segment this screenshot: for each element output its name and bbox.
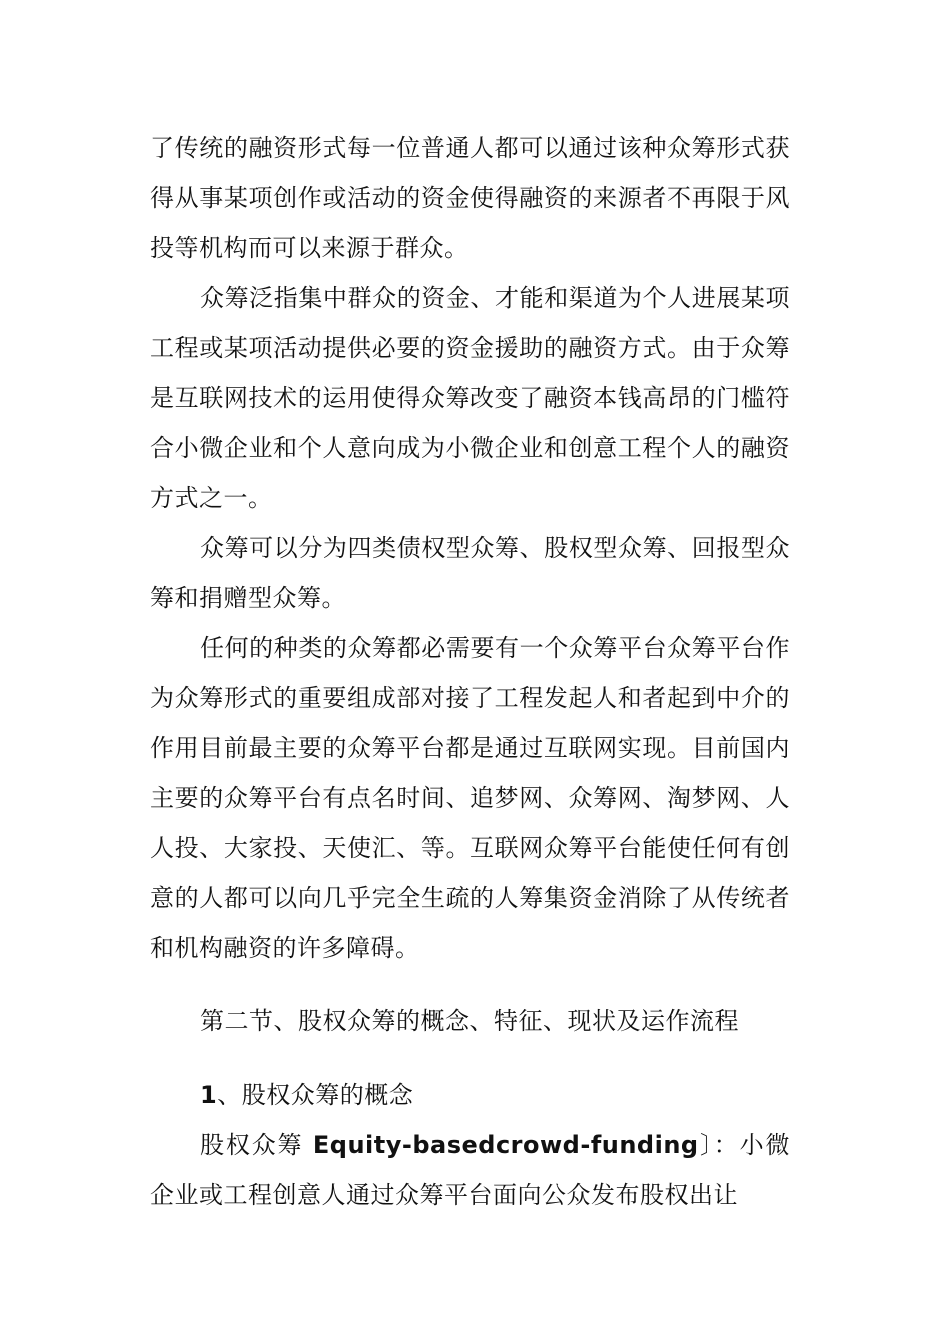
definition-term-en: Equity-basedcrowd-funding bbox=[312, 1131, 699, 1159]
paragraph-2: 众筹泛指集中群众的资金、才能和渠道为个人进展某项工程或某项活动提供必要的资金援助的融资方式。由于众筹是互联网技术的运用使得众筹改变了融资本钱高昂的门槛符合小微企业和个人意向成为小微企业和创意工程个人的融资方式之一。 bbox=[150, 284, 790, 512]
subsection-number: 1 bbox=[200, 1081, 218, 1109]
paragraph-4: 任何的种类的众筹都必需要有一个众筹平台众筹平台作为众筹形式的重要组成部对接了工程发起人和者起到中介的作用目前最主要的众筹平台都是通过互联网实现。目前国内主要的众筹平台有点名时间、追梦网、众筹网、淘梦网、人人投、大家投、天使汇、等。互联网众筹平台能使任何有创意的人都可以向几乎完全生疏的人筹集资金消除了从传统者和机构融资的许多障碍。 bbox=[150, 634, 790, 962]
subsection-heading bbox=[200, 1070, 790, 1120]
body-text-bottom bbox=[150, 1120, 790, 1220]
definition-term-cn: 股权众筹 bbox=[200, 1131, 313, 1159]
section-heading bbox=[200, 996, 790, 1046]
section-title: 第二节、股权众筹的概念、特征、现状及运作流程 bbox=[200, 1007, 739, 1035]
definition-rest: 〕：小微企业或工程创意人通过众筹平台面向公众发布股权出让 bbox=[150, 1131, 790, 1209]
definition-paragraph bbox=[150, 1120, 790, 1220]
paragraph-1: 了传统的融资形式每一位普通人都可以通过该种众筹形式获得从事某项创作或活动的资金使得融资的来源者不再限于风投等机构而可以来源于群众。 bbox=[150, 134, 790, 262]
paragraph-3: 众筹可以分为四类债权型众筹、股权型众筹、回报型众筹和捐赠型众筹。 bbox=[150, 534, 790, 612]
subsection-title: 、股权众筹的概念 bbox=[217, 1081, 414, 1109]
body-text-top bbox=[150, 123, 790, 973]
